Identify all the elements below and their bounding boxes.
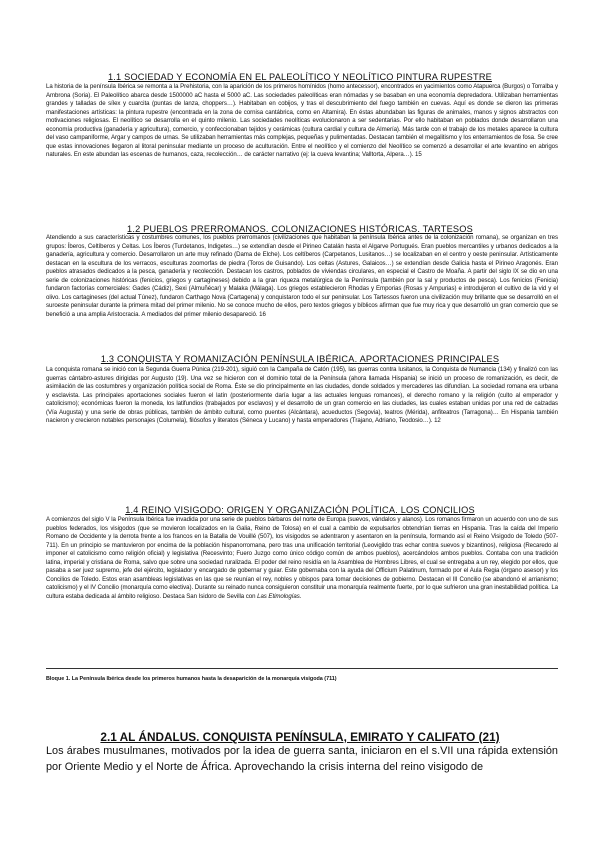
chapter-title: 2.1 AL ÁNDALUS. CONQUISTA PENÍNSULA, EMIRATO Y CALIFATO (21)	[100, 730, 500, 744]
section-body-pueblos-prerromanos: Atendiendo a sus características y costumbres comunes, los pueblos prerromanos (civilizaciones que habitaban la península Ibérica antes de la colonización romana), se organizan en tres grupos: Íberos, Celtíberos y Celtas. Los Íberos (Turdetanos, Indigetes…) se extendían desde el Pirineo Catalán hasta el Algarve Portugués. Eran pueblos mercantiles y urbanos dedicados a la ganadería, agricultura y comercio. Desarrollaron un arte muy refinado (Dama de Elche). Los celtíberos (Carpetanos, Lusitanos…) se localizaban en el centro y oeste peninsular. Artísticamente destacan en la escultura de los verracos, esculturas zoomorfas de piedra (Toros de Guisando). Los celtas (Astures, Galaicos…) se extendían desde Galicia hasta el Pirineo Aragonés. Eran pueblos atrasados dedicados a la pesca, ganadería y recolección. Destacan los castros, poblados de viviendas circulares, en especial el Castro de Moaña. A partir del siglo IX se dio en una serie de colonizaciones históricas (fenicios, griegos y cartagineses) debido a la gran riqueza metalúrgica de la Península (también por la sal y productos de pesca). Los fenicios (Fenicia) fundaron factorías comerciales: Gades (Cádiz), Sexi (Almuñécar) y Malaka (Málaga). Los griegos establecieron Rhodas y Emporias (Rosas y Ampurias) e introdujeron el cultivo de la vid y el olivo. Los cartagineses (del actual Túnez), fundaron Carthago Nova (Cartagena) y conquistaron todo el sur peninsular. Los Tartessos fueron una civilización muy brillante que se desarrolló en el suroeste peninsular durante la primera mitad del primer milenio. No se conoce mucho de ellos, pero textos griegos y bíblicos afirman que fue muy rica y que desarrolló un gran comercio que se benefició a una amplia Aristocracia. A mediados del primer milenio desapareció. 16	[46, 234, 558, 318]
chapter-body: Los árabes musulmanes, motivados por la idea de guerra santa, iniciaron en el s.VII una rápida extensión por Oriente Medio y el Norte de África. Aprovechando la crisis interna del reino visigodo de	[46, 745, 558, 773]
section-title-paleolitico: 1.1 SOCIEDAD Y ECONOMÍA EN EL PALEOLÍTICO Y NEOLÍTICO PINTURA RUPESTRE	[108, 72, 492, 82]
section-title-pueblos-prerromanos: 1.2 PUEBLOS PRERROMANOS. COLONIZACIONES HISTÓRICAS. TARTESOS	[127, 224, 473, 234]
section-title-romanizacion: 1.3 CONQUISTA Y ROMANIZACIÓN PENÍNSULA IBÉRICA. APORTACIONES PRINCIPALES	[100, 354, 500, 364]
section-body-romanizacion: La conquista romana se inició con la Segunda Guerra Púnica (219-201), siguió con la Campaña de Catón (195), las guerras contra lusitanos, la Conquista de Numancia (134) y finalizó con las guerras cántabro-astures dirigidas por Augusto (19). Una vez se hicieron con el dominio total de la Península (ahora llamada Hispania) se inició un proceso de romanización, es decir, de asimilación de las costumbres y organización política social de Roma. Éste se dio principalmente en las ciudades, donde soldados y mercaderes las difundían. La sociedad romana era urbana y esclavista. Las principales aportaciones sociales fueron el latín (posteriormente daría lugar a las actuales lenguas romances), el derecho romano y la religión (culto al emperador y catolicismo); económicas fueron la moneda, los latifundios (trabajados por esclavos) y el desarrollo de un gran comercio en las ciudades, las cuales estaban unidas por una red de calzadas (Vía Augusta) y una serie de obras públicas, también de ámbito cultural, como puentes (Alcántara), acueductos (Segovia), teatros (Mérida), anfiteatros (Tarragona)… En Hispania también nacieron y crecieron notables personajes (Columela), filósofos y literatos (Séneca y Lucano) y hasta emperadores (Trajano, Adriano, Teodosio…). 12	[46, 366, 558, 425]
block-divider	[46, 668, 558, 669]
section-title-reino-visigodo: 1.4 REINO VISIGODO: ORIGEN Y ORGANIZACIÓN POLÍTICA. LOS CONCILIOS	[125, 505, 475, 515]
reino-visigodo-text: A comienzos del siglo V la Península Ibérica fue invadida por una serie de pueblos bárbaros del norte de Europa (suevos, vándalos y alanos). Los romanos firmaron un acuerdo con uno de sus pueblos federados, los visigodos (que se movieron localizados en la Galia, Reino de Tolosa) en el cual a cambio de expulsarlos obtendrían tierras en Hispania. Tras la caída del Imperio Romano de Occidente y la derrota frente a los francos en la Batalla de Vouillé (507), los visigodos se adentraron y asentaron en la península, formando así el Reino Visigodo de Toledo (507-711). En un principio se mantuvieron por encima de la población hispanorromana, pero tras una unificación territorial (Leovigildo tras echar contra suevos y bizantinos), religiosa (Recaredo al imponer el catolicismo como religión oficial) y legislativa (Recesvinto; Fuero Juzgo como único código común de ambos pueblos), acercándolos ambos pueblos. Contaba con una tradición latina, imperial y cristiana de Roma, salvo que sobre una sociedad ruralizada. El poder del reino residía en la Asamblea de Hombres Libres, el cual se entregaba a un rey, elegido por ellos, que pasaba a ser juez supremo, jefe del ejército, legislador y encargado de gobernar y guiar. Este gobernaba con la ayuda del Officium Palatinum, formado por el Aula Regia (órgano asesor) y los Concilios de Toledo. Estos eran asambleas legislativas en las que se reunían el rey, nobles y obispos para tomar decisiones de gobierno. Destacan el III Concilio (se abandonó el arrianismo; catolicismo) y el IV Concilio (monarquía como electiva). Durante su reinado nunca consiguieron constituir una monarquía realmente fuerte, por lo que sufrieron una gran inestabilidad política. La cultura estaba dedicada al ámbito religioso. Destaca San Isidoro de Sevilla con	[46, 516, 558, 600]
etimologias-title: Las Etimologías	[257, 592, 300, 600]
reino-visigodo-end: .	[299, 592, 302, 600]
block-caption: Bloque 1. La Península Ibérica desde los primeros humanos hasta la desaparición de la monarquía visigoda (711)	[46, 676, 337, 682]
section-body-reino-visigodo	[46, 516, 558, 678]
section-body-paleolitico: La historia de la península Ibérica se remonta a la Prehistoria, con la aparición de los primeros homínidos (homo antecessor), encontrados en yacimientos como Atapuerca (Burgos) o Torralba y Ambrona (Soria). El Paleolítico abarca desde 1500000 aC hasta el 5000 aC. Las sociedades paleolíticas eran nómadas y se basaban en una economía depredadora. Utilizaban herramientas grandes y talladas de sílex y cuarcita (puntas de lanza, choppers…). Habitaban en cobijos, y tras el descubrimiento del fuego también en cuevas. Aquí es donde se dieron las primeras manifestaciones artísticas: la pintura rupestre (encontrada en la zona de cornisa cantábrica, como en Altamira). En éstas abundaban las figuras de animales, manos y signos abstractos con motivaciones religiosas. El neolítico se desarrolla en el quinto milenio. Las sociedades neolíticas evolucionaron a ser sedentarias. Por ello habitaban en poblados donde desarrollaron una economía productiva (ganadería y agricultura), comercio, y confeccionaban tejidos y cerámicas (cultura cardial y cultura de Almería). Más tarde con el trabajo de los metales aparece la cultura del vaso campaniforme, Argar y campos de urnas. Se utilizaban herramientas más complejas, pequeñas y pulimentadas. Destacan también el megalitismo y los enterramientos de fosa. Se cree que estas innovaciones llegaron al litoral peninsular mediante un proceso de aculturación. Entre el neolítico y el comienzo del Neolítico se comenzó a desarrollar el arte levantino en abrigos naturales. En este abundan las escenas de humanos, caza, recolección… de carácter narrativo (ej: la cueva levantina; Valltorta, Alpera…). 15	[46, 83, 558, 159]
